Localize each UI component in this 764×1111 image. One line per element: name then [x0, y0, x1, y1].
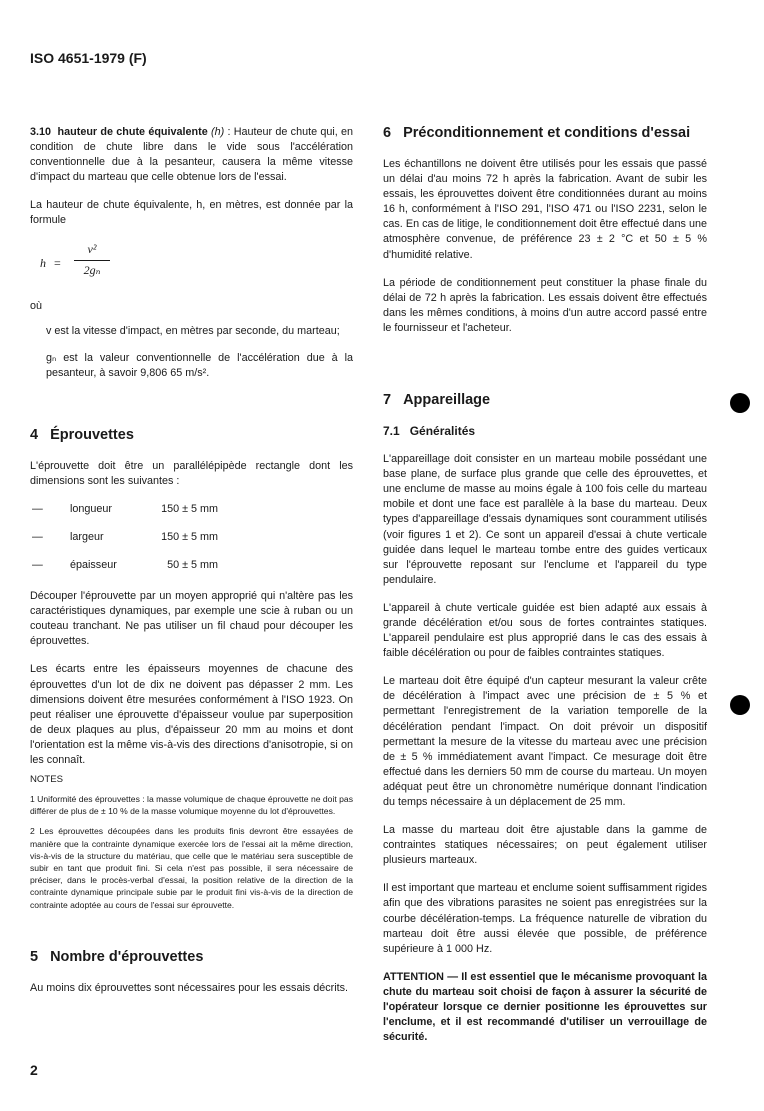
section-6-paragraph-1: Les échantillons ne doivent être utilisés pour les essais que passé un délai d'au moins 72 h après la fabrication. Avant de subir les essais, les éprouvettes doivent être conditionnées durant au moins 16 h, conformément à l'ISO 291, l'ISO 471 ou l'ISO 2231, selon le cas. En cas de litige, le conditionnement doit être effectué dans une atmosphère convenue, de préférence 23 ± 2 °C et 50 ± 5 % d'humidité relative. [383, 158, 707, 261]
formula-denominator: 2gₙ [83, 262, 101, 277]
formula-numerator: v² [87, 241, 97, 256]
section-6-number: 6 [383, 125, 392, 141]
section-3-10-symbol: (h) [211, 126, 225, 138]
section-4-paragraph-2: Découper l'éprouvette par un moyen approprié qui n'altère pas les caractéristiques dynamiques, par exemple une scie à ruban ou un couteau tranchant. Ne pas utiliser un fil chaud pour découper les éprouvettes. [30, 590, 353, 648]
dimension-row-thickness [30, 551, 353, 579]
dimension-value: 150 ± 5 mm [161, 531, 218, 544]
section-3-10-term: hauteur de chute équivalente [57, 126, 208, 138]
section-7-1-number: 7.1 [383, 424, 400, 439]
section-4-number: 4 [30, 426, 39, 443]
section-7-number: 7 [383, 392, 392, 409]
dimension-value: 50 ± 5 mm [167, 559, 218, 572]
section-5-title: Nombre d'éprouvettes [50, 948, 204, 965]
section-3-10-number: 3.10 [30, 126, 52, 138]
section-7-paragraph-4: La masse du marteau doit être ajustable dans la gamme de contraintes statiques nécessaires; on peut également utiliser plusieurs marteaux. [383, 824, 707, 867]
note-2: 2 Les éprouvettes découpées dans les produits finis devront être essayées de manière que la contrainte dynamique exercée lors de l'essai ait la même direction, vis-à-vis de la structure du matériau, que celle que le matériau sera susceptible de subir en tant que produit fini. Si cela n'est pas possible, il sera nécessaire de préciser, dans le procès-verbal d'essai, la position relative de la direction de la contrainte dynamique principale subie par le produit fini vis-à-vis de la direction de contrainte adoptée au cours de l'essai sur éprouvette. [30, 826, 353, 910]
punch-hole-bottom [730, 695, 750, 715]
formula-equals: = [54, 255, 61, 270]
left-column [30, 125, 353, 1009]
section-7-title: Appareillage [403, 392, 491, 409]
list-dash: — [32, 559, 43, 572]
section-7-1-heading [383, 424, 707, 438]
dimensions-list [30, 495, 353, 579]
formula-fraction [74, 242, 110, 278]
section-7-heading [383, 392, 707, 408]
section-3-10 [30, 125, 353, 185]
section-5-paragraph-1: Au moins dix éprouvettes sont nécessaires pour les essais décrits. [30, 981, 349, 994]
where-label: où [30, 299, 43, 312]
section-7-paragraph-2: L'appareil à chute verticale guidée est bien adapté aux essais à grande décélération et/ou sous de fortes contraintes statiques. L'appareil pendulaire est plus approprié dans le cas des essais à faible décélération ou pour de faibles contraintes statiques. [383, 601, 707, 660]
section-6-title: Préconditionnement et conditions d'essai [403, 125, 691, 141]
notes-title: NOTES [30, 774, 64, 786]
list-dash: — [32, 503, 43, 516]
note-1: 1 Uniformité des éprouvettes : la masse volumique de chaque éprouvette ne doit pas différer de plus de ± 10 % de la masse volumique moyenne du lot d'éprouvettes. [30, 794, 353, 817]
section-5-number: 5 [30, 948, 39, 965]
section-7-1-title: Généralités [409, 424, 476, 439]
section-6-heading [383, 125, 707, 141]
punch-hole-top [730, 393, 750, 413]
section-4-title: Éprouvettes [50, 426, 134, 443]
section-5-heading [30, 949, 353, 965]
right-column [383, 125, 707, 1045]
definition-v: v est la vitesse d'impact, en mètres par seconde, du marteau; [46, 324, 340, 337]
attention-warning: ATTENTION — Il est essentiel que le mécanisme provoquant la chute du marteau soit choisi de façon à assurer la sécurité de l'opérateur lorsque ce dernier positionne les éprouvettes sur l'enclume, et il est recommandé d'utiliser un verrouillage de sécurité. [383, 970, 707, 1044]
page-number: 2 [30, 1062, 38, 1078]
section-7-paragraph-1: L'appareillage doit consister en un marteau mobile possédant une base plane, de surface plus grande que celle des éprouvettes, et une enclume de masse au moins égale à 100 fois celle du marteau mobile et dont une face est parallèle à la base du marteau. Deux types d'appareillage d'essais dynamiques sont couramment utilisés (voir figures 1 et 2). Ce sont un appareil d'essai à chute verticale guidée dans lequel le marteau tombe entre des guides verticaux sur l'éprouvette reposant sur l'enclume et l'appareil du type pendulaire. [383, 453, 707, 586]
section-3-10-text: : Hauteur de chute qui, en condition de chute libre dans le vide sous l'accélération conventionnelle due à la pesanteur, causera la même vitesse d'impact du marteau que celle obtenue lors de l'essai. [30, 126, 354, 184]
fraction-bar [74, 260, 110, 261]
dimension-label: largeur [70, 531, 104, 544]
formula-intro: La hauteur de chute équivalente, h, en mètres, est donnée par la formule [30, 199, 353, 227]
dimension-label: épaisseur [70, 559, 117, 572]
dimension-row-length [30, 495, 353, 523]
list-dash: — [32, 531, 43, 544]
dimension-label: longueur [70, 503, 113, 516]
dimension-value: 150 ± 5 mm [161, 503, 218, 516]
drop-height-formula [40, 242, 353, 292]
section-4-heading [30, 427, 353, 443]
section-4-paragraph-3: Les écarts entre les épaisseurs moyennes de chacune des éprouvettes d'un lot de dix ne doivent pas dépasser 2 mm. Les dimensions doivent être mesurées conformément à l'ISO 1923. On peut réaliser une éprouvette d'épaisseur voulue par superposition de deux plaques au plus, d'épaisseur 20 mm au moins et dont l'orientation est la même vis-à-vis des directions d'anisotropie, si on les connaît. [30, 663, 353, 766]
dimension-row-width [30, 523, 353, 551]
section-7-paragraph-3: Le marteau doit être équipé d'un capteur mesurant la valeur crête de décélération à l'impact avec une précision de ± 5 % et permettant l'enregistrement de la variation temporelle de la décélération pendant l'impact. On doit prévoir un dispositif permettant la mesure de la vitesse du marteau avec une précision de ± 5 % immédiatement avant l'impact. Ce mesurage doit être effectué dans les derniers 50 mm de course du marteau. Un moyen adéquat peut être un chronomètre numérique donnant l'indication du temps nécessaire à un déplacement de 25 mm. [383, 675, 707, 808]
section-4-paragraph-1: L'éprouvette doit être un parallélépipède rectangle dont les dimensions sont les suivantes : [30, 459, 353, 487]
document-header: ISO 4651-1979 (F) [30, 50, 147, 66]
definition-gn: gₙ est la valeur conventionnelle de l'accélération due à la pesanteur, à savoir 9,806 65 m/s². [46, 351, 353, 379]
formula-lhs: h [40, 255, 46, 270]
section-7-paragraph-5: Il est important que marteau et enclume soient suffisamment rigides afin que des vibrations parasites ne soient pas enregistrées sur la courbe décélération-temps. La fréquence naturelle de vibration du marteau doit être aussi élevée que possible, de préférence supérieure à 1 000 Hz. [383, 882, 707, 955]
section-6-paragraph-2: La période de conditionnement peut constituer la phase finale du délai de 72 h après la fabrication. Les essais doivent être effectués dans les mêmes conditions, à moins d'un autre accord passé entre le fournisseur et l'acheteur. [383, 276, 707, 334]
